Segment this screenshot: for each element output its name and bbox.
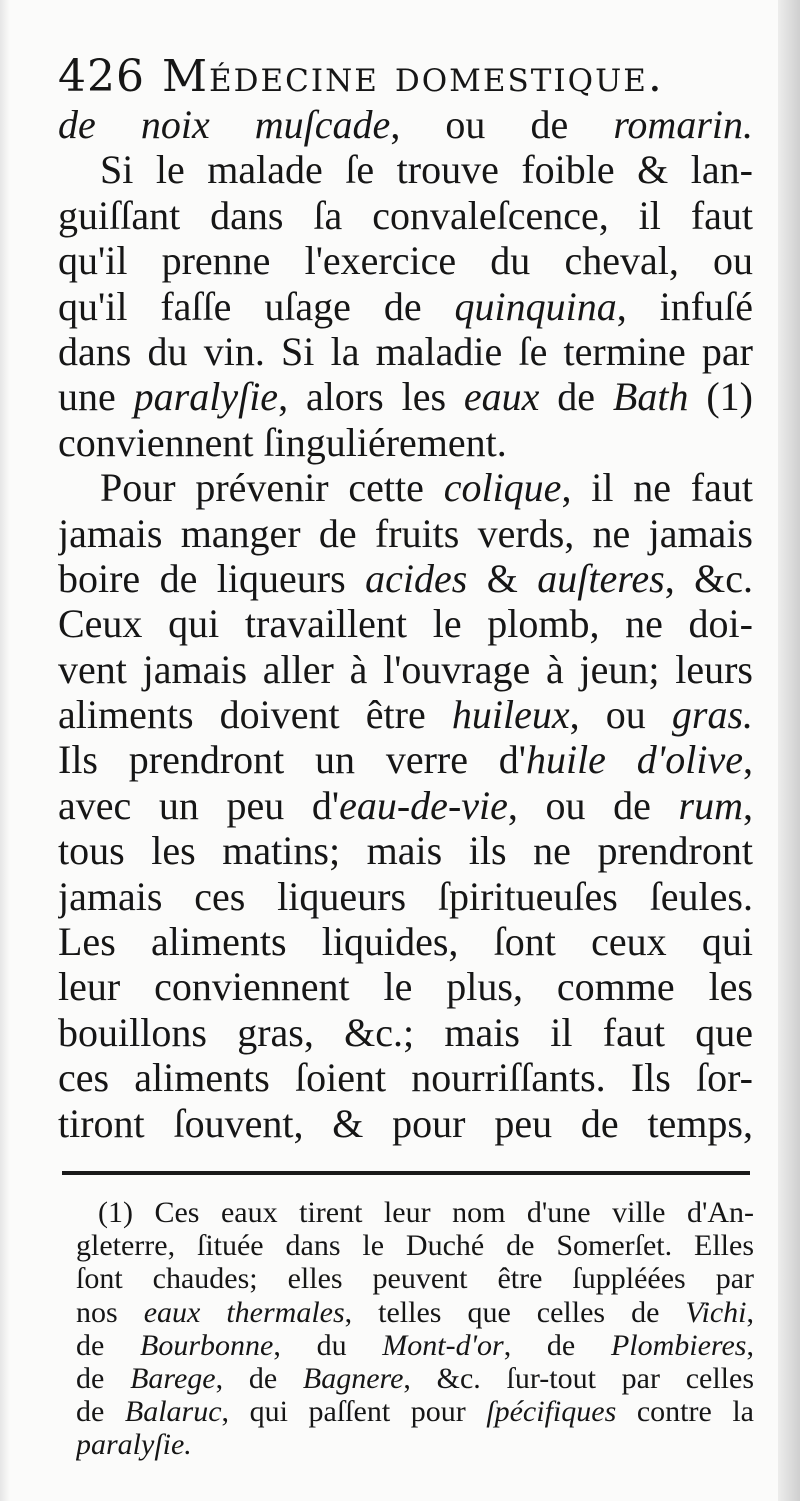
text-line: Ils prendront un verre d'huile d'olive, — [58, 737, 753, 783]
page-header — [58, 48, 748, 106]
text-line: jamais manger de fruits verds, ne jamais — [58, 510, 753, 556]
footnote-line: gleterre, ſituée dans le Duché de Somerſet. Elles — [76, 1229, 754, 1263]
footnote-line: nos eaux thermales, telles que celles de Vichi, — [76, 1295, 754, 1329]
text-line: Si le malade ſe trouve foible & lan- — [100, 147, 753, 193]
footnote — [76, 1196, 754, 1462]
footnote-line: (1) Ces eaux tirent leur nom d'une ville d'An- — [98, 1196, 754, 1229]
page-gutter-shadow — [0, 0, 10, 1501]
footnote-line: paralyſie. — [76, 1428, 192, 1462]
text-line: jamais ces liqueurs ſpiritueuſes ſeules. — [58, 873, 753, 919]
text-line: vent jamais aller à l'ouvrage à jeun; leurs — [58, 646, 753, 692]
text-line: bouillons gras, &c.; mais il faut que — [58, 1009, 753, 1055]
text-line: Ceux qui travaillent le plomb, ne doi- — [58, 601, 753, 647]
text-line: avec un peu d'eau-de-vie, ou de rum, — [58, 782, 753, 828]
text-line: tiront ſouvent, & pour peu de temps, — [58, 1100, 753, 1146]
page-edge-shadow — [778, 0, 800, 1501]
text-line: ces aliments ſoient nourriſſants. Ils ſor- — [58, 1055, 753, 1101]
text-line: qu'il faſſe uſage de quinquina, infuſé — [58, 283, 753, 329]
text-line: leur conviennent le plus, comme les — [58, 964, 753, 1010]
footnote-line: ſont chaudes; elles peuvent être ſuppléées par — [76, 1262, 754, 1296]
footnote-line: de Bourbonne, du Mont-d'or, de Plombieres, — [76, 1328, 754, 1362]
footnote-divider — [62, 1171, 750, 1175]
text-line: de noix muſcade, ou de romarin. — [58, 102, 753, 147]
body-text — [58, 102, 753, 1146]
text-line: une paralyſie, alors les eaux de Bath (1) — [58, 374, 753, 420]
text-line: guiſſant dans ſa convaleſcence, il faut — [58, 192, 753, 238]
footnote-line: de Balaruc, qui paſſent pour ſpécifiques contre la — [76, 1395, 754, 1429]
text-line: Les aliments liquides, ſont ceux qui — [58, 919, 753, 965]
text-line: tous les matins; mais ils ne prendront — [58, 828, 753, 874]
text-line: conviennent ſinguliérement. — [58, 419, 507, 465]
running-title: Médecine domestique. — [162, 51, 664, 102]
text-line: Pour prévenir cette colique, il ne faut — [100, 465, 753, 511]
text-line: boire de liqueurs acides & auſteres, &c. — [58, 555, 753, 601]
text-line: dans du vin. Si la maladie ſe termine par — [58, 328, 753, 374]
text-line: qu'il prenne l'exercice du cheval, ou — [58, 238, 753, 284]
footnote-line: de Barege, de Bagnere, &c. ſur-tout par celles — [76, 1361, 754, 1395]
page-number: 426 — [58, 51, 145, 102]
text-line: aliments doivent être huileux, ou gras. — [58, 692, 753, 738]
